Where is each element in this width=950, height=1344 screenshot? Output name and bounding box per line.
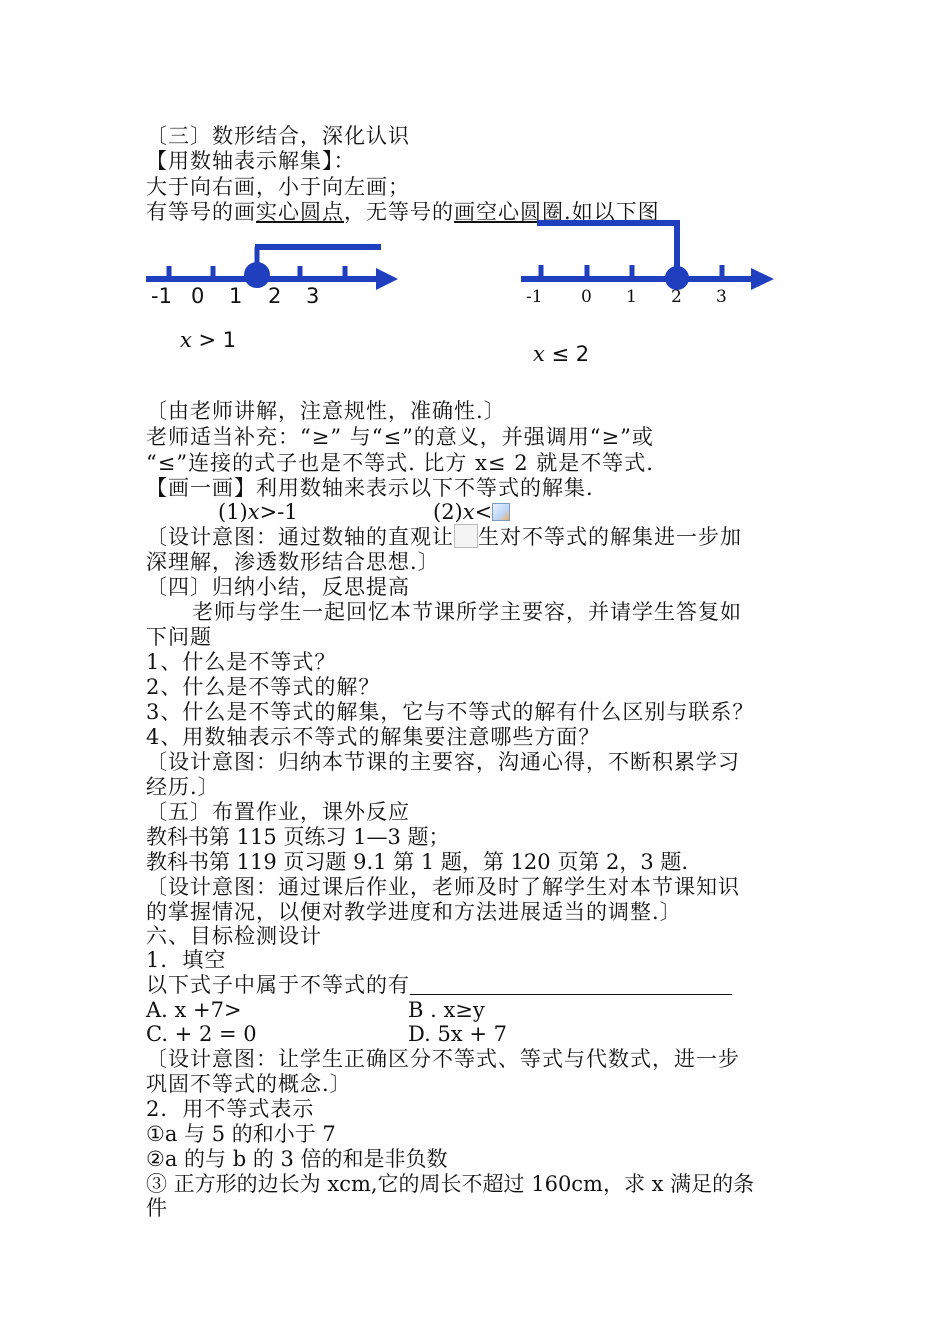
tick-label: 0 <box>581 287 592 307</box>
review-line-2: 下问题 <box>146 625 212 649</box>
solid-dot-term: 实心圆点 <box>256 200 344 224</box>
supplement-line-2: “≤”连接的式子也是不等式. 比方 x≤ 2 就是不等式. <box>146 451 654 475</box>
section-title: 〔三〕数形结合，深化认识 <box>146 124 410 148</box>
supplement-line-1: 老师适当补充：“≥” 与“≤”的意义，并强调用“≥”或 <box>146 425 654 449</box>
option-d: D. 5x + 7 <box>408 1022 507 1046</box>
homework-2: 教科书第 119 页习题 9.1 第 1 题，第 120 页第 2，3 题. <box>146 850 689 874</box>
hollow-circle-term: 画空心圆圈. <box>454 200 572 224</box>
question-3: 3、什么是不等式的解集，它与不等式的解有什么区别与联系？ <box>146 700 755 724</box>
option-b: B . x≥y <box>408 998 485 1022</box>
inequality-label-1: x > 1 <box>180 328 237 352</box>
design-intent-3a: 〔设计意图：通过课后作业，老师及时了解学生对本节课知识 <box>146 875 740 899</box>
design-intent-2a: 〔设计意图：归纳本节课的主要容，沟通心得，不断积累学习 <box>146 750 740 774</box>
task-item-1: ①a 与 5 的和小于 7 <box>146 1122 336 1146</box>
task-item-3b: 件 <box>146 1196 168 1220</box>
rule-dots: 有等号的画实心圆点，无等号的画空心圆圈.如以下图 <box>146 200 660 224</box>
option-c: C. + 2 = 0 <box>146 1022 257 1046</box>
axis-arrow <box>376 268 398 290</box>
exercise-2: (2)x< <box>433 500 510 524</box>
design-intent-2b: 经历.〕 <box>146 775 220 799</box>
fill-blank-title: 1．填空 <box>146 948 227 972</box>
teacher-note: 〔由老师讲解，注意规性，准确性.〕 <box>146 399 506 423</box>
tick-label: -1 <box>526 287 543 307</box>
tick-label: 2 <box>268 284 282 308</box>
design-intent-1a: 〔设计意图：通过数轴的直观让 生对不等式的解集进一步加 <box>146 525 742 549</box>
question-2: 2、什么是不等式的解？ <box>146 675 381 699</box>
tick-label: 3 <box>306 284 320 308</box>
fill-blank-question: 以下式子中属于不等式的有 <box>146 973 732 997</box>
question-4: 4、用数轴表示不等式的解集要注意哪些方面？ <box>146 725 601 749</box>
axis-arrow <box>751 268 774 290</box>
section-4-title: 〔四〕归纳小结，反思提高 <box>146 575 410 599</box>
question-1: 1、什么是不等式？ <box>146 650 337 674</box>
task-item-3a: ③ 正方形的边长为 xcm,它的周长不超过 160cm，求 x 满足的条 <box>146 1172 755 1196</box>
number-line-2 <box>515 210 780 300</box>
exercise-1: (1)x>-1 <box>218 500 298 524</box>
tick-label: -1 <box>151 284 172 308</box>
broken-image-icon <box>454 524 478 548</box>
inequality-label-2: x ≤ 2 <box>533 342 590 366</box>
draw-task: 【画一画】利用数轴来表示以下不等式的解集. <box>146 476 594 500</box>
section-5-title: 〔五〕布置作业，课外反应 <box>146 800 410 824</box>
option-a: A. x +7> <box>146 998 242 1022</box>
section-6-title: 六、目标检测设计 <box>146 924 322 948</box>
inequality-task-title: 2．用不等式表示 <box>146 1097 315 1121</box>
subheading: 【用数轴表示解集】： <box>146 149 356 173</box>
tick-label: 1 <box>229 284 243 308</box>
design-intent-4a: 〔设计意图：让学生正确区分不等式、等式与代数式，进一步 <box>146 1047 740 1071</box>
tick-label: 1 <box>626 287 637 307</box>
design-intent-1b: 深理解，渗透数形结合思想.〕 <box>146 550 440 574</box>
homework-1: 教科书第 115 页练习 1—3 题； <box>146 825 450 849</box>
tick-label: 2 <box>671 287 682 307</box>
design-intent-4b: 巩固不等式的概念.〕 <box>146 1072 352 1096</box>
answer-blank[interactable] <box>410 976 732 995</box>
tick-label: 0 <box>191 284 205 308</box>
task-item-2: ②a 的与 b 的 3 倍的和是非负数 <box>146 1147 448 1171</box>
tick-label: 3 <box>716 287 727 307</box>
review-line-1: 老师与学生一起回忆本节课所学主要容，并请学生答复如 <box>192 600 742 624</box>
rule-direction: 大于向右画，小于向左画； <box>146 175 410 199</box>
design-intent-3b: 的掌握情况，以便对教学进度和方法进展适当的调整.〕 <box>146 900 682 924</box>
broken-image-icon <box>492 503 510 521</box>
